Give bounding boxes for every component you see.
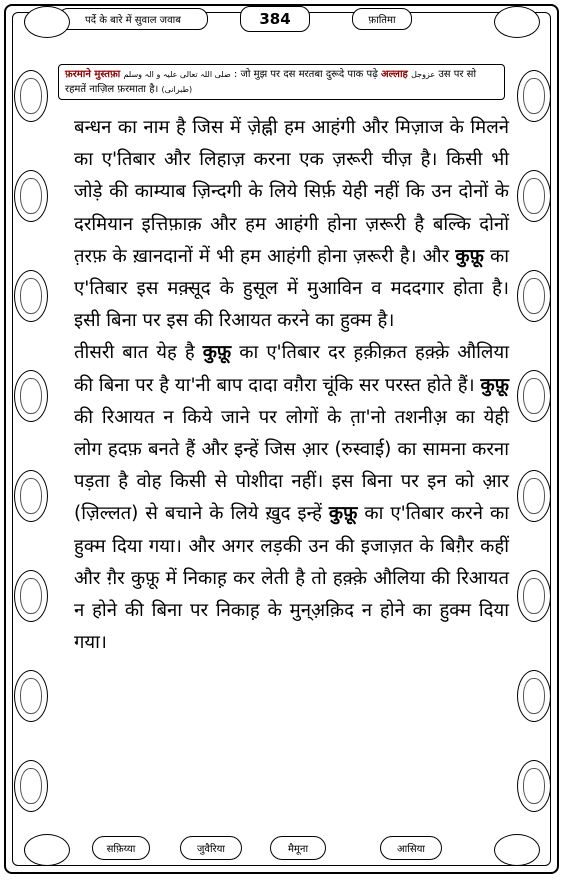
kufu-term: कुफ़ू <box>328 503 358 525</box>
footer-tab <box>380 836 442 860</box>
left-medallion <box>14 70 48 122</box>
banner-source: (طبرانی) <box>161 85 193 94</box>
footer-tab-label: जुवैरिया <box>196 844 226 855</box>
p1-text-after: का ए'तिबार इस मक़्सूद के हुसूल में मुआविन व मददगार होता है। इसी बिना पर इस की रिआयत करने का हुक्म है। <box>74 245 510 332</box>
p2-text-c: की रिआयत न किये जाने पर लोगों के त़ा'नो तशनीअ़ का येही लोग हदफ़ बनते हैं और इन्हें जिस आ़र (रुस्वाई) का सामना करना पड़ता है वोह किसी से पोशीदा नहीं। इस बिना पर इन को आ़र (ज़िल्लत) से बचाने के लिये ख़ुद इन्हें <box>74 406 509 525</box>
right-medallion <box>517 70 551 122</box>
right-medallion <box>517 570 551 622</box>
footer-tab-label: सफ़िय्या <box>106 844 136 855</box>
left-medallion <box>14 470 48 522</box>
right-medallion <box>517 270 551 322</box>
paragraph-1 <box>74 112 509 337</box>
header-right-label: फ़ातिमा <box>368 15 396 26</box>
page-number-badge <box>240 6 310 32</box>
page-number: 384 <box>259 10 291 28</box>
footer-tab-label: आसिया <box>397 844 425 855</box>
banner-arabic2: عزوجل <box>411 70 436 79</box>
kufu-term: कुफ़ू <box>202 342 232 364</box>
p2-text-b: का ए'तिबार दर ह़क़ीक़त हक़्क़े औलिया की बिना पर है या'नी बाप दादा वग़ैरा चूंकि सर परस्त होते हैं। <box>74 342 509 396</box>
footer-tab <box>180 836 242 860</box>
kufu-term: कुफ़ू <box>455 245 484 267</box>
left-medallion <box>14 670 48 722</box>
p2-text-a: तीसरी बात येह है <box>74 342 195 364</box>
left-medallion <box>14 270 48 322</box>
paragraph-2 <box>74 337 509 659</box>
banner-allah: अल्लाह <box>381 69 408 80</box>
hadith-banner <box>58 64 505 100</box>
header-chapter-title: पर्दे के बारे में सुवाल जवाब <box>85 15 181 26</box>
left-medallion <box>14 170 48 222</box>
banner-text-a: : जो मुझ पर दस मरतबा दुरूदे पाक पढ़े <box>233 69 378 80</box>
header-right-tab <box>352 8 412 30</box>
footer-tab-label: मैमूना <box>287 844 309 855</box>
right-medallion <box>517 470 551 522</box>
header-chapter-tab <box>58 8 208 30</box>
banner-label: फ़रमाने मुस्तफ़ा <box>65 69 121 80</box>
right-medallion <box>517 760 551 812</box>
body-text <box>74 112 509 659</box>
p1-text-before: बन्धन का नाम है जिस में ज़ेह्नी हम आहंगी और मिज़ाज के मिलने का ए'तिबार और लिहाज़ करना एक ज़रूरी चीज़ है। किसी भी जोड़े की काम्याब ज़िन्दगी के लिये सिर्फ़ येही नहीं कि उन दोनों के दरमियान इत्तिफ़ाक़ और हम आहंगी होना ज़रूरी है बल्कि दोनों त़रफ़ के ख़ानदानों में भी हम आहंगी होना ज़रूरी है। और <box>74 117 509 267</box>
footer-tab <box>92 836 150 860</box>
right-medallion <box>517 670 551 722</box>
top-right-rosette <box>494 6 540 38</box>
right-medallion <box>517 370 551 422</box>
bottom-left-rosette <box>24 834 70 866</box>
banner-text-b: उस पर सो रहमतें नाज़िल फ़रमाता है। <box>65 69 477 95</box>
kufu-term: कुफ़ू <box>480 374 509 396</box>
right-medallion <box>517 170 551 222</box>
left-medallion <box>14 370 48 422</box>
left-medallion <box>14 570 48 622</box>
left-medallion <box>14 760 48 812</box>
footer-tab <box>270 836 326 860</box>
banner-arabic: صلی اللہ تعالی علیہ و الہ وسلم <box>123 70 231 79</box>
top-left-rosette <box>24 6 70 38</box>
p2-text-d: का ए'तिबार करने का हुक्म दिया गया। और अगर लड़की उन की इजाज़त के बिग़ैर कहीं और ग़ैर कुफ़ू में निकाह़ कर लेती है तो हक़्क़े औलिया की रिआयत न होने की बिना पर निकाह़ के मुन्अ़क़िद न होने का हुक्म दिया गया। <box>74 503 509 654</box>
bottom-right-rosette <box>494 834 540 866</box>
